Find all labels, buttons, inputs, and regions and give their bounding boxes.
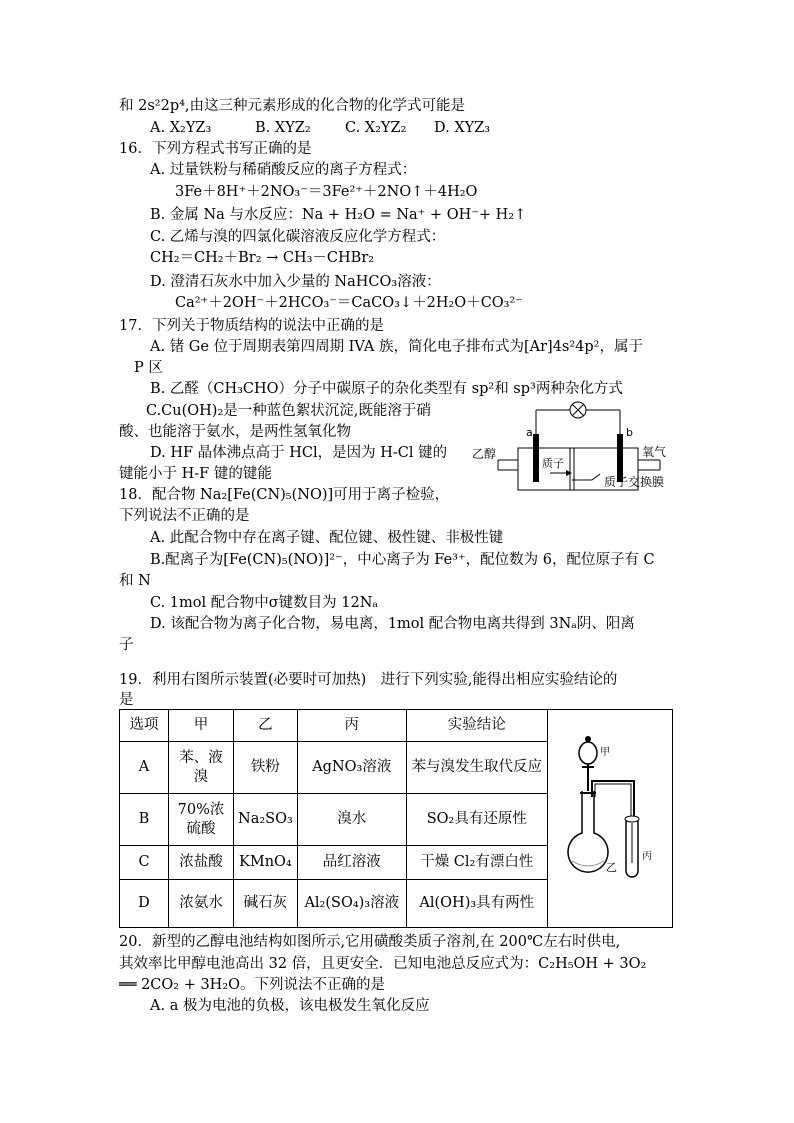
q15-option-c: C. X₂YZ₂	[345, 120, 407, 136]
q17-option-c-line2: 酸、也能溶于氨水，是两性氢氧化物	[119, 424, 351, 440]
q16-option-b: B. 金属 Na 与水反应：Na + H₂O = Na⁺ + OH⁻+ H₂↑	[150, 207, 527, 223]
q18-option-b-line1: B.配离子为[Fe(CN)₅(NO)]²⁻，中心离子为 Fe³⁺，配位数为 6，配位原子有 C	[150, 552, 655, 568]
q19-stem-line2: 是	[119, 692, 134, 708]
q18-option-b-line2: 和 N	[119, 573, 151, 589]
q15-option-d: D. XYZ₃	[434, 120, 491, 136]
row-c-option: C	[120, 846, 169, 880]
q18-stem-line1: 18．配合物 Na₂[Fe(CN)₅(NO)]可用于离子检验，	[119, 487, 450, 503]
q15-option-a: A. X₂YZ₃	[150, 120, 212, 136]
bulb-icon	[570, 402, 586, 418]
label-a: a	[526, 426, 533, 439]
q20-option-a: A. a 极为电池的负极，该电极发生氧化反应	[150, 998, 430, 1014]
q20-stem-line2: 其效率比甲醇电池高出 32 倍，且更安全．已知电池总反应式为：C₂H₅OH + 3O₂	[119, 956, 647, 972]
row-b-jia: 70%浓硫酸	[169, 794, 234, 846]
q19-stem-line1: 19．利用右图所示装置(必要时可加热) 进行下列实验,能得出相应实验结论的	[119, 672, 618, 688]
label-proton: 质子	[542, 457, 564, 470]
row-c-jia: 浓盐酸	[169, 846, 234, 880]
row-d-yi: 碱石灰	[234, 880, 298, 928]
row-c-bing: 品红溶液	[297, 846, 406, 880]
q18-option-d-line1: D. 该配合物为离子化合物，易电离，1mol 配合物电离共得到 3Nₐ阴、阳离	[150, 616, 635, 632]
q16-option-a-equation: 3Fe＋8H⁺＋2NO₃⁻＝3Fe²⁺＋2NO↑＋4H₂O	[175, 184, 478, 200]
header-jia: 甲	[169, 710, 234, 742]
row-d-conclusion: Al(OH)₃具有两性	[406, 880, 547, 928]
q18-option-c: C. 1mol 配合物中σ键数目为 12Nₐ	[150, 595, 378, 611]
row-a-bing: AgNO₃溶液	[297, 742, 406, 794]
q20-stem-line1: 20．新型的乙醇电池结构如图所示,它用磺酸类质子溶剂,在 200℃左右时供电,	[119, 934, 621, 950]
q17-option-c-line1: C.Cu(OH)₂是一种蓝色絮状沉淀,既能溶于硝	[146, 403, 431, 419]
q18-option-a: A. 此配合物中存在离子键、配位键、极性键、非极性键	[150, 530, 504, 546]
label-b: b	[626, 426, 633, 439]
q15-stem-tail: 和 2s²2p⁴,由这三种元素形成的化合物的化学式可能是	[119, 98, 466, 114]
ethanol-fuel-cell-diagram	[470, 396, 680, 511]
q16-stem: 16．下列方程式书写正确的是	[119, 141, 312, 157]
row-b-bing: 溴水	[297, 794, 406, 846]
row-c-yi: KMnO₄	[234, 846, 298, 880]
label-ethanol: 乙醇	[472, 447, 497, 461]
row-a-conclusion: 苯与溴发生取代反应	[406, 742, 547, 794]
q18-option-d-line2: 子	[119, 637, 134, 653]
q16-option-d-label: D. 澄清石灰水中加入少量的 NaHCO₃溶液：	[150, 274, 441, 290]
label-oxygen: 氧气	[642, 445, 667, 459]
row-a-option: A	[120, 742, 169, 794]
electrode-a	[533, 434, 539, 482]
q16-option-c-equation: CH₂＝CH₂＋Br₂ → CH₃－CHBr₂	[150, 250, 375, 266]
q17-option-d-line2: 键能小于 H-F 键的键能	[119, 466, 272, 482]
apparatus-label-yi: 乙	[605, 860, 617, 874]
q19-experiment-table	[119, 709, 673, 928]
apparatus-label-bing: 丙	[641, 850, 652, 862]
header-bing: 丙	[297, 710, 406, 742]
q16-option-d-equation: Ca²⁺＋2OH⁻＋2HCO₃⁻＝CaCO₃↓＋2H₂O＋CO₃²⁻	[175, 295, 523, 311]
header-conclusion: 实验结论	[406, 710, 547, 742]
apparatus-cell	[547, 710, 672, 928]
q17-option-a-line2: P 区	[134, 360, 163, 376]
q18-stem-line2: 下列说法不正确的是	[119, 508, 250, 524]
q15-option-b: B. XYZ₂	[255, 120, 311, 136]
q16-option-c-label: C. 乙烯与溴的四氯化碳溶液反应化学方程式：	[150, 229, 446, 245]
row-b-conclusion: SO₂具有还原性	[406, 794, 547, 846]
q17-option-a-line1: A. 锗 Ge 位于周期表第四周期 IVA 族，简化电子排布式为[Ar]4s²4p²，属于	[150, 339, 643, 355]
row-a-jia: 苯、液溴	[169, 742, 234, 794]
row-a-yi: 铁粉	[234, 742, 298, 794]
row-b-yi: Na₂SO₃	[234, 794, 298, 846]
row-b-option: B	[120, 794, 169, 846]
header-option: 选项	[120, 710, 169, 742]
q16-option-a-label: A. 过量铁粉与稀硝酸反应的离子方程式：	[150, 162, 417, 178]
apparatus-label-jia: 甲	[599, 746, 610, 758]
row-c-conclusion: 干燥 Cl₂有漂白性	[406, 846, 547, 880]
label-proton-exchange-membrane: 质子交换膜	[604, 475, 665, 489]
test-tube-icon	[625, 816, 639, 877]
row-d-bing: Al₂(SO₄)₃溶液	[297, 880, 406, 928]
q17-option-b: B. 乙醛（CH₃CHO）分子中碳原子的杂化类型有 sp²和 sp³两种杂化方式	[150, 381, 623, 397]
header-yi: 乙	[234, 710, 298, 742]
gas-generation-apparatus	[548, 711, 672, 921]
row-d-option: D	[120, 880, 169, 928]
table-header-row	[120, 710, 673, 742]
q17-option-d-line1: D. HF 晶体沸点高于 HCl，是因为 H-Cl 键的	[150, 445, 448, 461]
q17-stem: 17．下列关于物质结构的说法中正确的是	[119, 318, 384, 334]
round-bottom-flask-icon	[568, 791, 608, 872]
q20-stem-line3: ══ 2CO₂ + 3H₂O。下列说法不正确的是	[119, 977, 386, 993]
row-d-jia: 浓氨水	[169, 880, 234, 928]
